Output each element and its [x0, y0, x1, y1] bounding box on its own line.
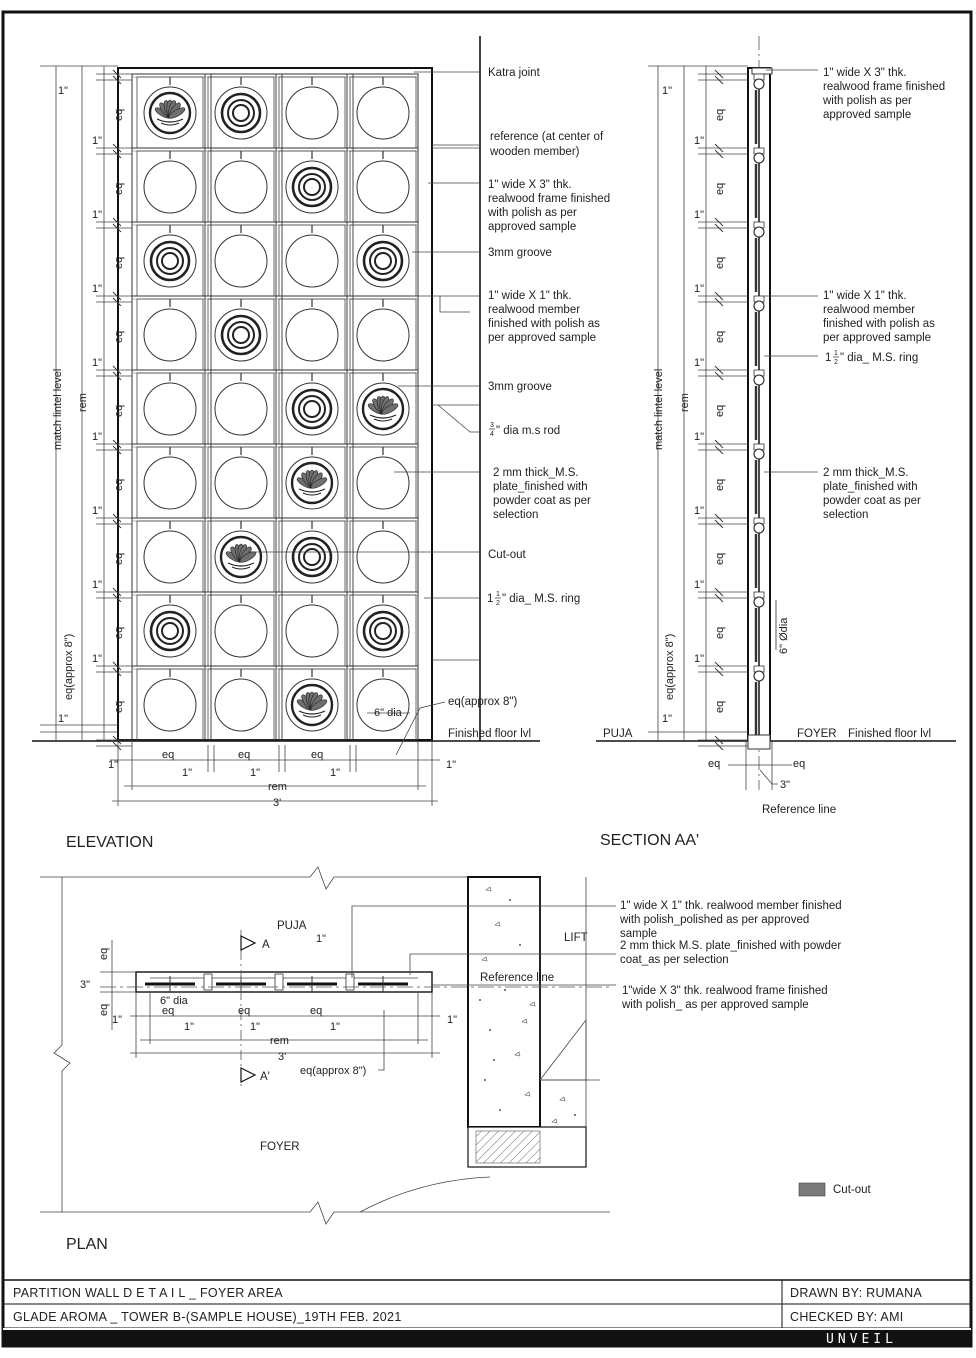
- ms-plate-circle: [215, 235, 267, 287]
- callout-groove-1: 3mm groove: [488, 247, 552, 259]
- section-eq-right: eq: [793, 758, 806, 770]
- section-ring: [754, 523, 764, 533]
- callout-plate-3: powder coat as per: [493, 495, 591, 507]
- elev-1in-dim: 1": [92, 135, 103, 147]
- plan-1in-b: 1": [250, 1021, 261, 1033]
- section-title: SECTION AA': [600, 832, 700, 849]
- plan-left-boundary: [54, 877, 70, 1212]
- elev-eq-dim: eq: [113, 552, 125, 565]
- section-rem-vertical: rem: [679, 393, 691, 412]
- title-block-drawn: DRAWN BY: RUMANA: [790, 1286, 923, 1300]
- plan-6in-dia: 6" dia: [160, 995, 188, 1007]
- title-block: [3, 1280, 971, 1347]
- plan-view: [40, 867, 872, 1253]
- section-plate-2: plate_finished with: [823, 481, 918, 493]
- plan-hatch-fill: [476, 1131, 540, 1163]
- ring-frac-den: 2: [496, 600, 500, 607]
- legend-cutout-swatch: [799, 1183, 825, 1196]
- section-frame-1: 1" wide X 3" thk.: [823, 67, 907, 79]
- plan-section-arrow-a: [241, 936, 255, 950]
- title-block-line1: PARTITION WALL D E T A I L _ FOYER AREA: [13, 1286, 283, 1300]
- section-eq-dim: eq: [714, 330, 726, 343]
- section-eq-dim: eq: [714, 404, 726, 417]
- section-plate-3: powder coat as per: [823, 495, 921, 507]
- section-1in-dim: 1": [694, 209, 705, 221]
- ms-plate-circle: [215, 605, 267, 657]
- section-ring: [754, 597, 764, 607]
- ms-plate-circle: [357, 457, 409, 509]
- elevation-bottom-dimensions: [108, 741, 456, 809]
- plan-eq-3: eq: [310, 1005, 323, 1017]
- plan-1in-right: 1": [447, 1014, 458, 1026]
- elev-eq-dim: eq: [113, 330, 125, 343]
- section-frame-2: realwood frame finished: [823, 81, 946, 93]
- ms-plate-circle: [144, 161, 196, 213]
- elev-eq-dim: eq: [113, 404, 125, 417]
- elev-1in-dim: 1": [92, 653, 103, 665]
- callout-rod: " dia m.s rod: [496, 425, 561, 437]
- elevation-panel-grid: [132, 74, 418, 740]
- callout-member-2: realwood member: [488, 304, 581, 316]
- plan-wood-member: [204, 974, 212, 990]
- section-ring-whole: 1: [825, 352, 832, 364]
- ms-plate-circle: [357, 161, 409, 213]
- section-base: [748, 735, 770, 749]
- callout-member-3: finished with polish as: [488, 318, 600, 330]
- elev-1in-dim: 1": [92, 283, 103, 295]
- section-frame-4: approved sample: [823, 109, 912, 121]
- plan-section-arrow-a2: [241, 1068, 255, 1082]
- company-logo: UNVEIL: [826, 1332, 897, 1347]
- section-member-3: finished with polish as: [823, 318, 935, 330]
- elev-1in-dim: 1": [92, 209, 103, 221]
- section-view: [596, 36, 956, 849]
- section-1in-dim: 1": [694, 431, 705, 443]
- plan-dimensions: [80, 940, 457, 1077]
- section-1in-dim: 1": [694, 283, 705, 295]
- elev-eq-dim: eq: [113, 256, 125, 269]
- section-6in-dia: 6" Ødia: [778, 617, 790, 654]
- section-ring: [754, 301, 764, 311]
- plan-1in-c: 1": [330, 1021, 341, 1033]
- plan-wood-member: [275, 974, 283, 990]
- section-eq-approx-vertical: eq(approx 8"): [664, 633, 676, 700]
- elev-eq-dim: eq: [113, 626, 125, 639]
- title-block-checked: CHECKED BY: AMI: [790, 1310, 904, 1324]
- section-ring: " dia_ M.S. ring: [840, 352, 919, 364]
- elev-dim-1in-right: 1": [446, 759, 457, 771]
- ms-plate-circle: [357, 679, 409, 731]
- plan-section-a2: A': [260, 1071, 270, 1083]
- elev-dim-1in-a: 1": [182, 767, 193, 779]
- elev-eq-dim: eq: [113, 182, 125, 195]
- elev-dim-eq-1: eq: [162, 749, 175, 761]
- callout-plate-2: plate_finished with: [493, 481, 588, 493]
- section-ring: [754, 227, 764, 237]
- callout-6in-dia: 6" dia: [374, 707, 402, 719]
- callout-cutout: Cut-out: [488, 549, 526, 561]
- plan-1in-a: 1": [184, 1021, 195, 1033]
- plan-bottom-boundary: [40, 1202, 610, 1224]
- plan-eq-bottom: eq: [98, 1003, 110, 1016]
- section-member-1: 1" wide X 1" thk.: [823, 290, 907, 302]
- rod-frac-num: 3: [490, 422, 494, 429]
- plan-3in: 3": [80, 979, 91, 991]
- plan-3ft: 3': [278, 1051, 287, 1063]
- callout-member-1: 1" wide X 1" thk.: [488, 290, 572, 302]
- section-member-2: realwood member: [823, 304, 916, 316]
- elevation-eq-approx-vertical: eq(approx 8"): [63, 633, 75, 700]
- callout-ring: " dia_ M.S. ring: [502, 593, 581, 605]
- plan-1in-left: 1": [112, 1014, 123, 1026]
- section-eq-left: eq: [708, 758, 721, 770]
- ms-plate-circle: [286, 235, 338, 287]
- elev-dim-rem: rem: [268, 781, 287, 793]
- elev-1in-dim: 1": [92, 505, 103, 517]
- section-1in-dim: 1": [694, 653, 705, 665]
- elevation-one-inch-dim-bottom: 1": [58, 713, 69, 725]
- section-1in-dim: 1": [694, 505, 705, 517]
- elev-dim-1in-b: 1": [250, 767, 261, 779]
- elev-dim-1in-left: 1": [108, 759, 119, 771]
- plan-wood-member: [346, 974, 354, 990]
- plan-plate-2: coat_as per selection: [620, 954, 729, 966]
- elev-1in-dim: 1": [92, 357, 103, 369]
- section-ring: [754, 375, 764, 385]
- ms-plate-circle: [144, 383, 196, 435]
- callout-plate-1: 2 mm thick_M.S.: [493, 467, 579, 479]
- ms-plate-circle: [144, 679, 196, 731]
- section-eq-dim: eq: [714, 700, 726, 713]
- section-ring-den: 2: [834, 359, 838, 366]
- plan-top-boundary: [40, 867, 468, 889]
- elevation-one-inch-dim: 1": [58, 85, 69, 97]
- section-eq-dim: eq: [714, 478, 726, 491]
- elev-dim-3ft: 3': [273, 797, 282, 809]
- section-eq-dim: eq: [714, 256, 726, 269]
- plan-rem: rem: [270, 1035, 289, 1047]
- section-1in-top: 1": [662, 85, 673, 97]
- section-3in: 3": [780, 779, 791, 791]
- plan-partition: [136, 972, 432, 992]
- section-frame-3: with polish as per: [823, 95, 912, 107]
- plan-frame-2: with polish_ as per approved sample: [622, 999, 809, 1011]
- legend-cutout-label: Cut-out: [833, 1184, 871, 1196]
- section-plate-1: 2 mm thick_M.S.: [823, 467, 909, 479]
- elev-dim-1in-c: 1": [330, 767, 341, 779]
- elevation-view: [32, 36, 610, 851]
- ms-plate-circle: [215, 679, 267, 731]
- elev-dim-eq-2: eq: [238, 749, 251, 761]
- callout-finished-floor: Finished floor lvl: [448, 728, 532, 740]
- section-eq-dim: eq: [714, 626, 726, 639]
- ms-plate-circle: [144, 531, 196, 583]
- callout-katra-joint: Katra joint: [488, 67, 540, 79]
- plan-section-a: A: [262, 939, 270, 951]
- ms-plate-circle: [286, 87, 338, 139]
- callout-groove-2: 3mm groove: [488, 381, 552, 393]
- section-katra-block: [752, 68, 772, 74]
- callout-frame-2: realwood frame finished: [488, 193, 611, 205]
- section-member-4: per approved sample: [823, 332, 932, 344]
- elev-1in-dim: 1": [92, 431, 103, 443]
- plan-eq-1: eq: [162, 1005, 175, 1017]
- ms-plate-circle: [144, 309, 196, 361]
- plan-lift-wall: [468, 877, 540, 1127]
- section-eq-dim: eq: [714, 108, 726, 121]
- callout-member-4: per approved sample: [488, 332, 597, 344]
- plan-eq-top: eq: [98, 947, 110, 960]
- section-ring: [754, 449, 764, 459]
- elev-eq-dim: eq: [113, 478, 125, 491]
- section-rings: [754, 74, 764, 740]
- section-1in-dim: 1": [694, 135, 705, 147]
- plan-1in-mark: 1": [316, 933, 327, 945]
- plan-frame-1: 1"wide X 3" thk. realwood frame finished: [622, 985, 828, 997]
- section-foyer-label: FOYER: [797, 728, 837, 740]
- section-finished-floor: Finished floor lvl: [848, 728, 932, 740]
- ms-plate-circle: [357, 531, 409, 583]
- callout-plate-4: selection: [493, 509, 539, 521]
- elev-eq-dim: eq: [113, 108, 125, 121]
- section-ring-num: 1: [834, 350, 838, 357]
- match-lintel-level-label: match lintel level: [52, 368, 64, 450]
- ms-plate-circle: [144, 457, 196, 509]
- plan-eq-approx: eq(approx 8"): [300, 1065, 367, 1077]
- plan-foyer-label: FOYER: [260, 1141, 300, 1153]
- section-1in-dim: 1": [694, 579, 705, 591]
- section-match-lintel: match lintel level: [653, 368, 665, 450]
- ms-plate-circle: [357, 309, 409, 361]
- ring-whole: 1: [487, 593, 494, 605]
- plan-member-1: 1" wide X 1" thk. realwood member finished: [620, 900, 842, 912]
- plan-reference-line-label: Reference line: [480, 972, 555, 984]
- ms-plate-circle: [357, 87, 409, 139]
- section-puja-label: PUJA: [603, 728, 633, 740]
- plan-door-arc: [360, 1177, 490, 1212]
- ms-plate-circle: [215, 161, 267, 213]
- plan-member-2: with polish_polished as per approved: [620, 914, 810, 926]
- ring-frac-num: 1: [496, 591, 500, 598]
- ms-plate-circle: [215, 457, 267, 509]
- section-ring: [754, 671, 764, 681]
- section-1in-bottom: 1": [662, 713, 673, 725]
- ms-plate-circle: [215, 383, 267, 435]
- callout-eq-approx: eq(approx 8"): [448, 696, 518, 708]
- section-reference-line: Reference line: [762, 804, 837, 816]
- section-eq-dim: eq: [714, 552, 726, 565]
- title-block-line2: GLADE AROMA _ TOWER B-(SAMPLE HOUSE)_19TH FEB. 2021: [13, 1310, 402, 1324]
- plan-puja-label: PUJA: [277, 920, 307, 932]
- section-eq-dim: eq: [714, 182, 726, 195]
- plan-member-3: sample: [620, 928, 658, 940]
- callout-frame-1: 1" wide X 3" thk.: [488, 179, 572, 191]
- callout-reference-2: wooden member): [490, 146, 580, 158]
- callout-frame-3: with polish as per: [488, 207, 577, 219]
- plan-eq-2: eq: [238, 1005, 251, 1017]
- plan-title: PLAN: [66, 1236, 108, 1253]
- elevation-rem-label-vertical: rem: [77, 393, 89, 412]
- plan-lift-label: LIFT: [564, 932, 588, 944]
- section-ring: [754, 153, 764, 163]
- callout-reference-1: reference (at center of: [490, 131, 604, 143]
- elev-1in-dim: 1": [92, 579, 103, 591]
- section-plate-4: selection: [823, 509, 869, 521]
- elev-eq-dim: eq: [113, 700, 125, 713]
- plan-plate-1: 2 mm thick M.S. plate_finished with powder: [620, 940, 842, 952]
- ms-plate-circle: [286, 309, 338, 361]
- section-ring: [754, 79, 764, 89]
- rod-frac-den: 4: [490, 431, 494, 438]
- callout-frame-4: approved sample: [488, 221, 577, 233]
- section-1in-dim: 1": [694, 357, 705, 369]
- elev-dim-eq-3: eq: [311, 749, 324, 761]
- ms-plate-circle: [286, 605, 338, 657]
- elevation-title: ELEVATION: [66, 834, 154, 851]
